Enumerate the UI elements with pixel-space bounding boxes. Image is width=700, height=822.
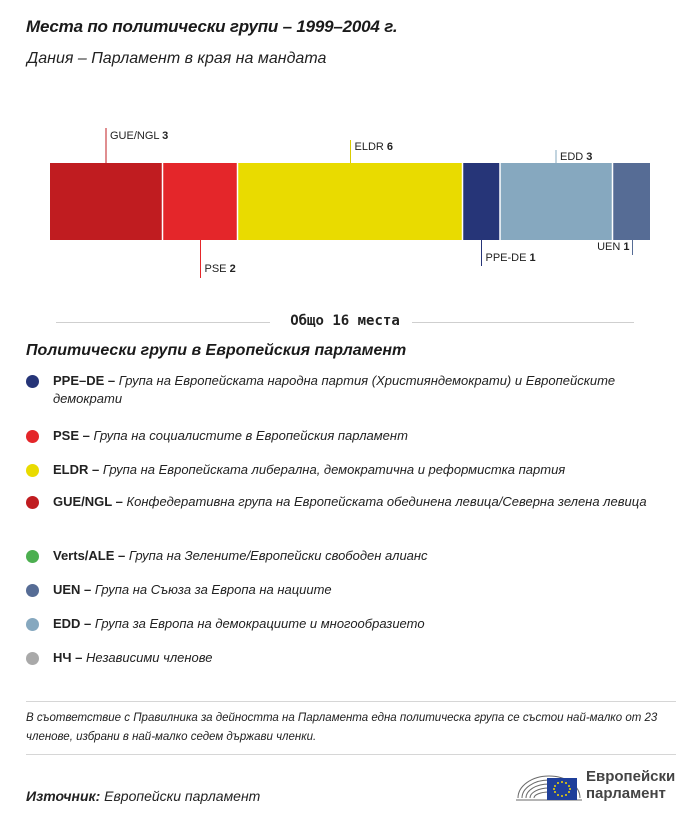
source-label: Източник: [26,788,101,804]
legend-item-abbr: Verts/ALE – [53,548,126,563]
legend-item-description: Група на Европейската народна партия (Християндемократи) и Европейските демократи [53,373,616,406]
legend-dot-icon [26,430,39,443]
legend-item-text [53,615,675,633]
data-label-uen: UEN 1 [597,241,630,253]
legend-item-text [53,427,675,445]
bar-segment-ppede [463,163,501,240]
european-parliament-logo [514,764,684,808]
source-line [26,788,260,804]
legend-item-abbr: PSE – [53,428,90,443]
source-text: Европейски парламент [100,788,261,804]
legend-item-description: Група на Зелените/Европейски свободен алианс [125,548,428,563]
seats-stacked-bar-chart [0,0,700,300]
bar-segment-eldr [238,163,463,240]
parliament-hemicycle-icon [514,764,584,808]
legend-item-text [53,493,675,511]
note-divider-bottom [26,754,676,755]
legend-item-abbr: UEN – [53,582,92,597]
legend-item-text [53,547,675,565]
legend-item-text [53,649,675,667]
legend-item-description: Независими членове [82,650,213,665]
logo-wordmark [586,768,675,802]
data-label-ppede: PPE-DE 1 [485,252,536,264]
legend-item-text [53,461,675,479]
data-label-eldr: ELDR 6 [354,141,394,153]
legend-item-abbr: ELDR – [53,462,100,477]
legend-item-description: Група за Европа на демокрациите и многообразието [91,616,425,631]
logo-line-1: Европейски [586,768,676,785]
total-seats-row [56,312,634,332]
legend-item-text [53,581,675,599]
legend-item-abbr: PPE–DE – [53,373,116,388]
legend-item-abbr: EDD – [53,616,92,631]
legend-item-description: Група на социалистите в Европейския парламент [89,428,408,443]
legend-item-description: Група на Европейската либерална, демократична и реформистка партия [99,462,566,477]
page-title: Места по политически групи – 1999–2004 г. [26,17,398,36]
legend-dot-icon [26,550,39,563]
legend-dot-icon [26,652,39,665]
bar-segment-pse [163,163,238,240]
legend-title: Политически групи в Европейския парламент [26,342,407,359]
data-label-pse: PSE 2 [204,263,236,275]
legend-item-description: Конфедеративна група на Европейската обединена левица/Северна зелена левица [122,494,647,509]
legend-dot-icon [26,618,39,631]
legend-item-abbr: НЧ – [53,650,83,665]
data-label-guengl: GUE/NGL 3 [110,130,169,142]
legend-dot-icon [26,584,39,597]
legend-dot-icon [26,464,39,477]
logo-line-2: парламент [586,785,666,802]
legend-item-abbr: GUE/NGL – [53,494,123,509]
bar-segment-guengl [50,163,163,240]
legend-dot-icon [26,375,39,388]
note-divider-top [26,701,676,702]
total-seats-label: Общо 16 места [290,313,400,329]
rules-note: В съответствие с Правилника за дейността на Парламента една политическа група се състои най-малко от 23 членове, избрани в най-малко седем държави членки. [26,712,658,743]
page-subtitle: Дания – Парламент в края на мандата [27,50,327,67]
bar-segment-uen [613,163,651,240]
legend-item-text [53,372,675,408]
legend-item-description: Група на Съюза за Европа на нациите [91,582,332,597]
total-divider-right [412,322,634,323]
data-label-edd: EDD 3 [560,151,593,163]
legend-dot-icon [26,496,39,509]
bar-segment-edd [500,163,613,240]
